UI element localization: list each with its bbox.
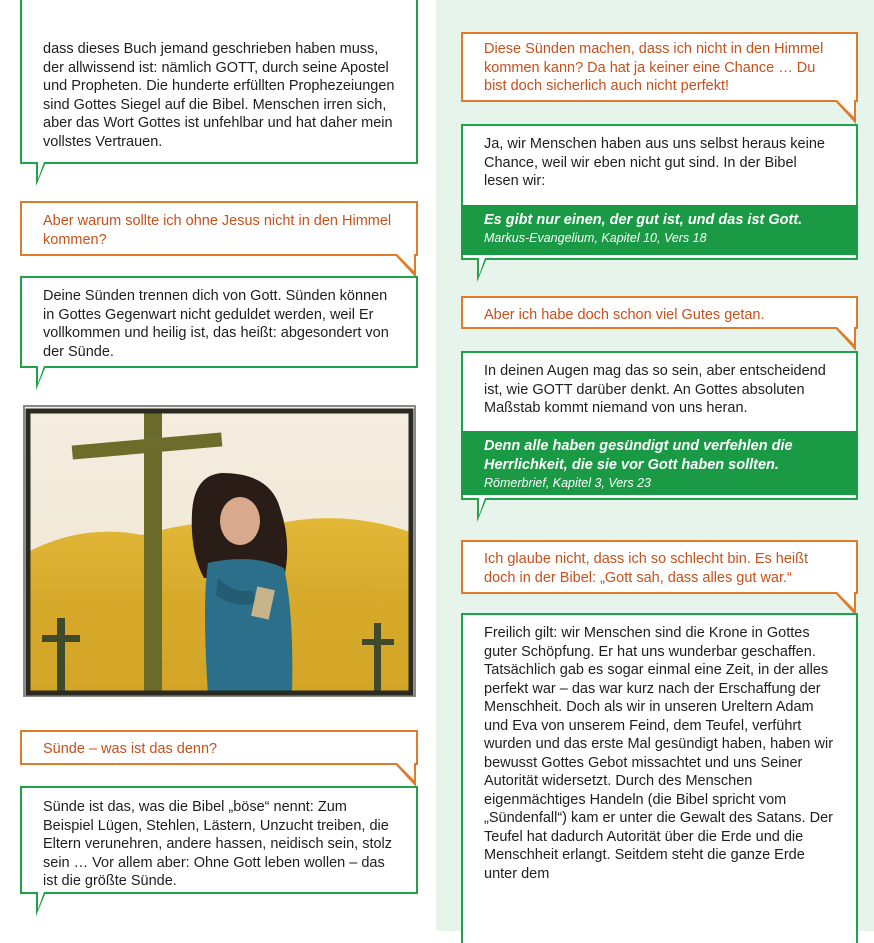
verse-reference: Markus-Evangelium, Kapitel 10, Vers 18	[484, 231, 707, 245]
question-text: Diese Sünden machen, dass ich nicht in den Himmel kommen kann? Da hat ja keiner eine Chance … Du bist doch sicherlich auch nicht perfekt!	[484, 41, 824, 94]
bubble-tail-inner	[837, 327, 854, 344]
verse-reference: Römerbrief, Kapitel 3, Vers 23	[484, 476, 651, 490]
bible-verse-box	[461, 205, 858, 255]
answer-text: dass dieses Buch jemand geschrieben haben muss, der allwissend ist: nämlich GOTT, durch seine Apostel und Propheten. Die hunderte erfüllten Prophezeiungen sind Gottes Siegel auf die Bibel. Menschen irren sich, aber das Wort Gottes ist unfehlbar und hat daher mein vollstes Vertrauen.	[43, 41, 395, 150]
question-text: Sünde – was ist das denn?	[43, 741, 218, 757]
bubble-tail-inner	[38, 892, 44, 909]
question-bubble-done-good	[461, 296, 858, 329]
answer-bubble-bible-authority	[20, 0, 418, 164]
bubble-tail-inner	[38, 162, 44, 179]
bubble-tail-inner	[38, 366, 44, 383]
question-text: Aber ich habe doch schon viel Gutes getan.	[484, 307, 765, 323]
bubble-tail-inner	[837, 592, 854, 609]
answer-text: Ja, wir Menschen haben aus uns selbst heraus keine Chance, weil wir eben nicht gut sind. In der Bibel lesen wir:	[484, 136, 825, 189]
answer-text: In deinen Augen mag das so sein, aber entscheidend ist, wie GOTT darüber denkt. An Gottes absoluten Maßstab kommt niemand von uns heran.	[484, 363, 826, 416]
question-bubble-not-so-bad	[461, 540, 858, 594]
bubble-tail-inner	[397, 763, 414, 780]
photo-woman-before-crosses	[22, 403, 417, 699]
question-text: Ich glaube nicht, dass ich so schlecht bin. Es heißt doch in der Bibel: „Gott sah, dass alles gut war.“	[484, 551, 809, 586]
answer-text: Sünde ist das, was die Bibel „böse“ nennt: Zum Beispiel Lügen, Stehlen, Lästern, Unzucht treiben, die Eltern verunehren, andere hassen, neidisch sein, stolz sein … Vor allem aber: Ohne Gott leben wollen – das ist die größte Sünde.	[43, 799, 393, 889]
question-bubble-what-is-sin	[20, 730, 418, 765]
answer-bubble-sin-separates	[20, 276, 418, 368]
photo-illustration	[22, 403, 417, 699]
verse-quote: Denn alle haben gesündigt und verfehlen die Herrlichkeit, die sie vor Gott haben sollten.	[484, 438, 793, 473]
bubble-tail-inner	[837, 100, 854, 117]
question-bubble-why-jesus	[20, 201, 418, 256]
answer-text: Freilich gilt: wir Menschen sind die Krone in Gottes guter Schöpfung. Er hat uns wunderbar geschaffen. Tatsächlich gab es sogar einmal eine Zeit, in der alles perfekt war – das war kurz nach der Erschaffung der Menschheit. Doch als wir in unseren Ureltern Adam und Eva von unserem Feind, dem Teufel, verführt wurden und das erste Mal gesündigt haben, haben wir bewusst Gottes Gebot missachtet und uns Seiner Autorität widersetzt. Durch des Menschen eigenmächtiges Handeln (die Bibel spricht vom „Sündenfall“) kam er unter die Gewalt des Satans. Der Teufel hat dadurch Autorität über die Erde und die Menschheit erlangt. Seitdem steht die ganze Erde unter dem	[484, 625, 834, 882]
bible-verse-box	[461, 431, 858, 495]
answer-bubble-sin-definition	[20, 786, 418, 894]
bubble-tail-inner	[479, 498, 485, 515]
bubble-tail-inner	[479, 258, 485, 275]
bubble-tail-inner	[397, 254, 414, 271]
answer-text: Deine Sünden trennen dich von Gott. Sünden können in Gottes Gegenwart nicht geduldet werden, weil Er vollkommen und heilig ist, das heißt: abgesondert von der Sünde.	[43, 288, 389, 360]
question-bubble-sins-heaven	[461, 32, 858, 102]
question-text: Aber warum sollte ich ohne Jesus nicht in den Himmel kommen?	[43, 213, 392, 248]
answer-bubble-fall-of-man	[461, 613, 858, 943]
verse-quote: Es gibt nur einen, der gut ist, und das ist Gott.	[484, 212, 803, 228]
